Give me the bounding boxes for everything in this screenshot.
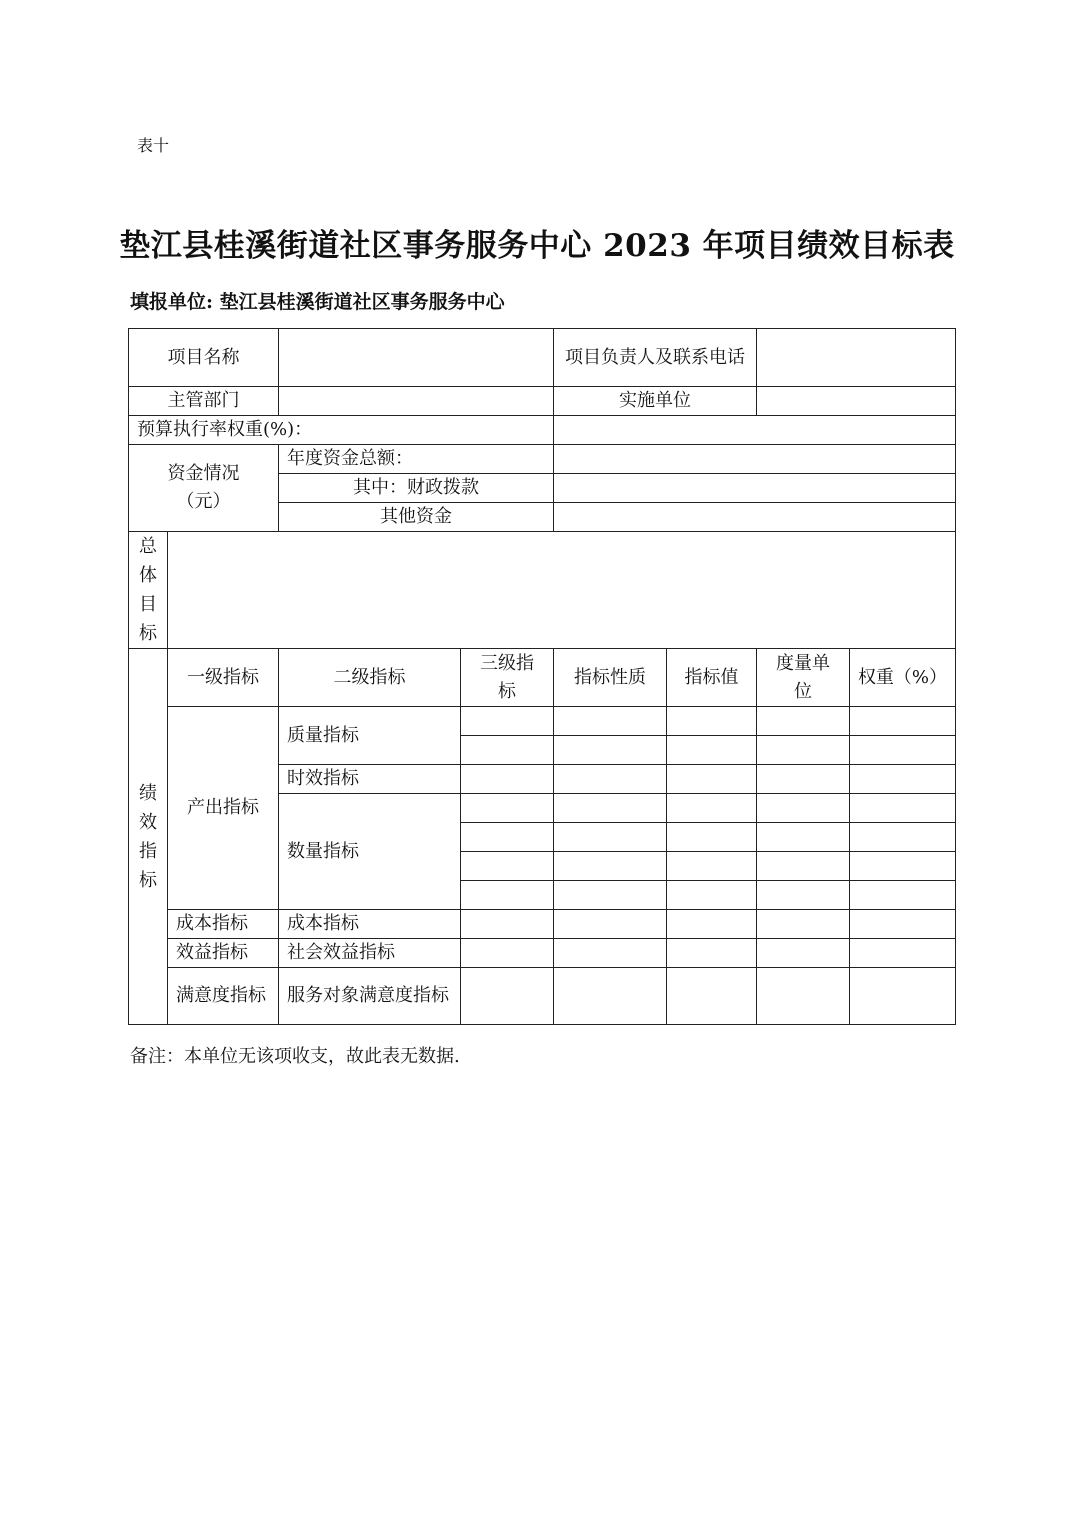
cell[interactable] [554, 823, 667, 852]
contact-value[interactable] [757, 329, 956, 387]
cell[interactable] [850, 823, 956, 852]
cell[interactable] [461, 910, 554, 939]
cell[interactable] [757, 794, 850, 823]
cell[interactable] [554, 794, 667, 823]
cell[interactable] [667, 823, 757, 852]
cell[interactable] [850, 852, 956, 881]
performance-target-table [128, 328, 956, 1025]
cell[interactable] [757, 823, 850, 852]
level1-benefit: 效益指标 [168, 939, 279, 968]
cell[interactable] [757, 881, 850, 910]
level2-timeliness: 时效指标 [279, 765, 461, 794]
impl-unit-label: 实施单位 [554, 387, 757, 416]
cell[interactable] [461, 968, 554, 1025]
contact-label: 项目负责人及联系电话 [554, 329, 757, 387]
fiscal-value[interactable] [554, 474, 956, 503]
table-row [129, 910, 956, 939]
table-row [129, 532, 956, 649]
cell[interactable] [757, 736, 850, 765]
table-row [129, 387, 956, 416]
cell[interactable] [850, 881, 956, 910]
project-name-label: 项目名称 [129, 329, 279, 387]
cell[interactable] [554, 939, 667, 968]
project-name-value[interactable] [279, 329, 554, 387]
cell[interactable] [757, 707, 850, 736]
cell[interactable] [554, 765, 667, 794]
cell[interactable] [667, 910, 757, 939]
level1-cost: 成本指标 [168, 910, 279, 939]
column-header: 一级指标 [168, 649, 279, 707]
cell[interactable] [757, 939, 850, 968]
level1-satisfaction: 满意度指标 [168, 968, 279, 1025]
cell[interactable] [850, 707, 956, 736]
budget-rate-value[interactable] [554, 416, 956, 445]
cell[interactable] [757, 852, 850, 881]
cell[interactable] [667, 736, 757, 765]
cell[interactable] [667, 939, 757, 968]
cell[interactable] [554, 881, 667, 910]
column-header: 二级指标 [279, 649, 461, 707]
column-header: 度量单位 [757, 649, 850, 707]
cell[interactable] [554, 968, 667, 1025]
cell[interactable] [554, 707, 667, 736]
cell[interactable] [667, 707, 757, 736]
level2-social-benefit: 社会效益指标 [279, 939, 461, 968]
cell[interactable] [461, 823, 554, 852]
cell[interactable] [461, 852, 554, 881]
level1-output: 产出指标 [168, 707, 279, 910]
annual-total-label: 年度资金总额： [279, 445, 554, 474]
level2-cost: 成本指标 [279, 910, 461, 939]
page-title: 垫江县桂溪街道社区事务服务中心 2023 年项目绩效目标表 [119, 228, 955, 264]
cell[interactable] [667, 794, 757, 823]
cell[interactable] [554, 736, 667, 765]
overall-goal-value[interactable] [168, 532, 956, 649]
annual-total-value[interactable] [554, 445, 956, 474]
table-row [129, 649, 956, 707]
table-number-label: 表十 [137, 136, 170, 155]
level2-service-satisfaction: 服务对象满意度指标 [279, 968, 461, 1025]
cell[interactable] [461, 765, 554, 794]
cell[interactable] [850, 736, 956, 765]
cell[interactable] [667, 881, 757, 910]
impl-unit-value[interactable] [757, 387, 956, 416]
dept-value[interactable] [279, 387, 554, 416]
column-header: 指标值 [667, 649, 757, 707]
fiscal-label: 其中：财政拨款 [279, 474, 554, 503]
funds-label: 资金情况（元） [129, 445, 279, 532]
cell[interactable] [850, 910, 956, 939]
table-row [129, 329, 956, 387]
cell[interactable] [850, 765, 956, 794]
cell[interactable] [461, 736, 554, 765]
table-row [129, 416, 956, 445]
cell[interactable] [667, 765, 757, 794]
cell[interactable] [667, 968, 757, 1025]
cell[interactable] [757, 968, 850, 1025]
cell[interactable] [667, 852, 757, 881]
filing-unit: 填报单位: 垫江县桂溪街道社区事务服务中心 [130, 291, 505, 313]
cell[interactable] [461, 881, 554, 910]
other-funds-label: 其他资金 [279, 503, 554, 532]
cell[interactable] [850, 794, 956, 823]
footer-note: 备注：本单位无该项收支，故此表无数据. [130, 1046, 460, 1067]
table-row [129, 707, 956, 736]
cell[interactable] [554, 910, 667, 939]
dept-label: 主管部门 [129, 387, 279, 416]
table-row [129, 968, 956, 1025]
cell[interactable] [461, 939, 554, 968]
cell[interactable] [850, 939, 956, 968]
column-header: 指标性质 [554, 649, 667, 707]
column-header: 权重（%） [850, 649, 956, 707]
cell[interactable] [461, 707, 554, 736]
level2-quality: 质量指标 [279, 707, 461, 765]
cell[interactable] [757, 910, 850, 939]
table-row [129, 939, 956, 968]
other-funds-value[interactable] [554, 503, 956, 532]
perf-indicators-label: 绩效指标 [129, 649, 168, 1025]
column-header: 三级指标 [461, 649, 554, 707]
level2-quantity: 数量指标 [279, 794, 461, 910]
cell[interactable] [554, 852, 667, 881]
budget-rate-label: 预算执行率权重(%)： [129, 416, 554, 445]
table-row [129, 445, 956, 474]
overall-goal-label: 总体目标 [129, 532, 168, 649]
cell[interactable] [757, 765, 850, 794]
cell[interactable] [461, 794, 554, 823]
cell[interactable] [850, 968, 956, 1025]
